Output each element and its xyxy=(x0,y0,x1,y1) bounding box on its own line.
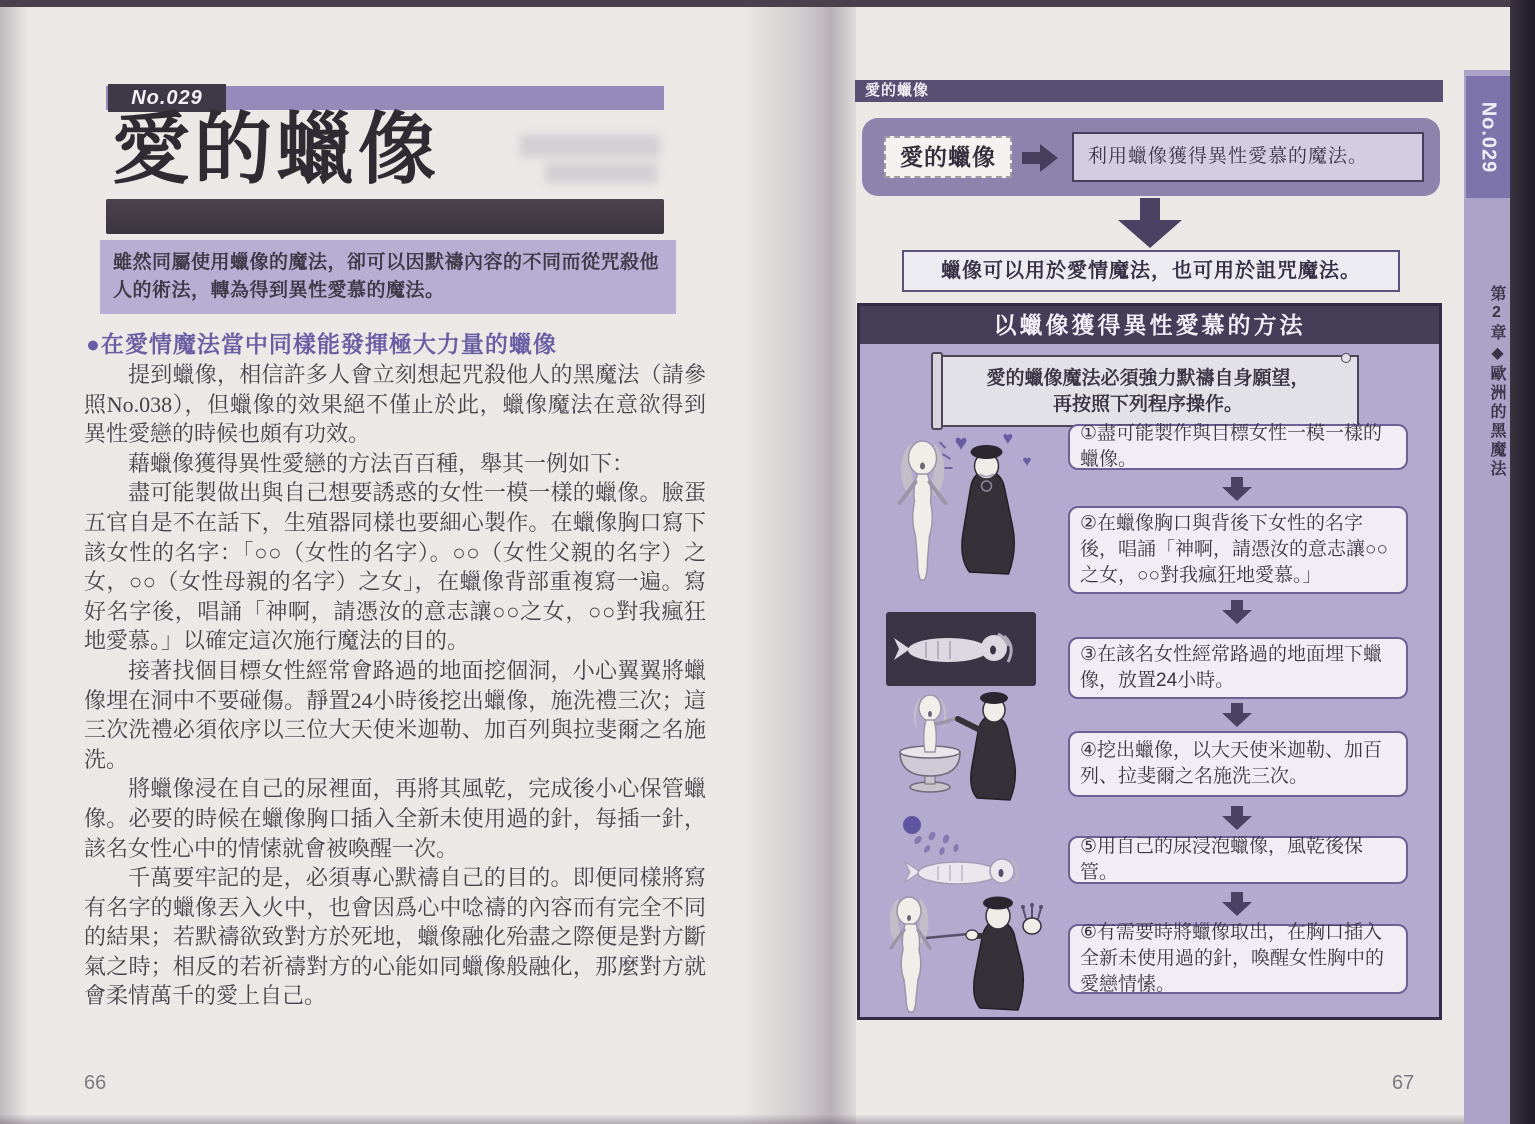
paragraph: 將蠟像浸在自己的尿裡面，再將其風乾，完成後小心保管蠟像。必要的時候在蠟像胸口插入全新未使用過的針，每插一針，該名女性心中的情愫就會被喚醒一次。 xyxy=(84,776,706,861)
down-arrow-icon xyxy=(1222,600,1252,624)
print-show-through xyxy=(520,135,660,157)
down-arrow-icon xyxy=(1222,477,1252,501)
paragraph: 接著找個目標女性經常會路過的地面挖個洞，小心翼翼將蠟像埋在洞中不要碰傷。靜置24小時後挖出蠟像，施洗禮三次；這三次洗禮必須依序以三位大天使米迦勒、加百列與拉斐爾之名施洗。 xyxy=(84,657,706,772)
section-heading: ●在愛情魔法當中同樣能發揮極大力量的蠟像 xyxy=(86,331,557,357)
page-left-shadow xyxy=(0,7,28,1124)
paragraph: 提到蠟像，相信許多人會立刻想起咒殺他人的黑魔法（請參照No.038），但蠟像的效果絕不僅止於此，蠟像魔法在意欲得到異性愛戀的時候也頗有功效。 xyxy=(84,362,706,447)
side-entry-number-tab xyxy=(1466,76,1510,198)
right-arrow-icon xyxy=(1022,144,1058,172)
down-arrow-icon xyxy=(1118,198,1182,248)
panel-title: 以蠟像獲得異性愛慕的方法 xyxy=(860,306,1439,344)
illustration-wax-figure-and-monk-in-love xyxy=(882,428,1047,588)
step-1: ①盡可能製作與目標女性一模一樣的蠟像。 xyxy=(1068,424,1408,470)
down-arrow-icon xyxy=(1222,892,1252,916)
down-arrow-icon xyxy=(1222,806,1252,830)
paragraph: 藉蠟像獲得異性愛戀的方法百百種，舉其一例如下： xyxy=(128,450,635,476)
definition-text: 利用蠟像獲得異性愛慕的魔法。 xyxy=(1072,132,1424,182)
book-edge xyxy=(1510,0,1535,1124)
page-title: 愛的蠟像 xyxy=(112,105,441,193)
method-panel xyxy=(857,303,1442,1020)
statement-box: 蠟像可以用於愛情魔法，也可用於詛咒魔法。 xyxy=(902,250,1400,292)
step-5: ⑤用自己的尿浸泡蠟像，風乾後保管。 xyxy=(1068,836,1408,884)
illustration-buried-wax-figure xyxy=(886,612,1036,686)
paragraph: 千萬要牢記的是，必須專心默禱自己的目的。即便同樣將寫有名字的蠟像丟入火中，也會因爲心中唸禱的內容而有完全不同的結果；若默禱欲致對方於死地，蠟像融化殆盡之際便是對方斷氣之時；相反的若祈禱對方的心能如同蠟像般融化，那麼對方就會柔情萬千的愛上自己。 xyxy=(84,865,706,1009)
intro-summary-box: 雖然同屬使用蠟像的魔法，卻可以因默禱內容的不同而從咒殺他人的術法，轉為得到異性愛慕的魔法。 xyxy=(100,240,676,314)
page-number-left: 66 xyxy=(84,1072,107,1094)
scroll-pin xyxy=(1341,353,1351,363)
page-bottom-shadow xyxy=(0,1114,1535,1124)
scroll-edge xyxy=(931,352,943,430)
step-6: ⑥有需要時將蠟像取出，在胸口插入全新未使用過的針，喚醒女性胸中的愛戀情愫。 xyxy=(1068,924,1408,994)
svg-text:♥: ♥ xyxy=(1002,428,1014,448)
book-gutter-shadow xyxy=(742,7,856,1124)
svg-text:♥: ♥ xyxy=(1022,453,1032,470)
svg-text:♥: ♥ xyxy=(954,430,968,455)
step-3: ③在該名女性經常路過的地面埋下蠟像，放置24小時。 xyxy=(1068,637,1408,699)
banner-line2: 再按照下列程序操作。 xyxy=(1052,394,1243,415)
illustration-baptism-in-font xyxy=(884,690,1044,805)
banner-line1: 愛的蠟像魔法必須強力默禱自身願望， xyxy=(986,368,1310,389)
running-header: 愛的蠟像 xyxy=(855,80,1443,102)
step-4: ④挖出蠟像，以大天使米迦勒、加百列、拉斐爾之名施洗三次。 xyxy=(1068,731,1408,797)
illustration-needle-insertion xyxy=(880,888,1055,1013)
entry-number-label: No.029 xyxy=(131,86,203,109)
print-show-through xyxy=(545,163,657,183)
term-label: 愛的蠟像 xyxy=(884,136,1012,178)
scan-top-edge xyxy=(0,0,1535,7)
side-entry-number-label: No.029 xyxy=(1477,101,1500,173)
title-underline-bar xyxy=(106,199,664,234)
down-arrow-icon xyxy=(1222,703,1252,727)
scroll-banner xyxy=(937,355,1359,427)
illustration-urine-sprinkled-wax-figure xyxy=(900,830,1035,894)
body-text xyxy=(84,360,706,1011)
paragraph: 盡可能製做出與自己想要誘惑的女性一模一樣的蠟像。臉蛋五官自是不在話下，生殖器同樣也要細心製作。在蠟像胸口寫下該女性的名字：「○○（女性的名字）。○○（女性父親的名字）之女，○○（女性母親的名字）之女」，在蠟像背部重複寫一遍。寫好名字後，唱誦「神啊，請憑汝的意志讓○○之女，○○對我瘋狂地愛慕。」以確定這次施行魔法的目的。 xyxy=(84,480,706,654)
page-number-right: 67 xyxy=(1392,1072,1415,1094)
chapter-label: 第2章◆歐洲的黑魔法 xyxy=(1488,285,1505,479)
step-2: ②在蠟像胸口與背後下女性的名字後，唱誦「神啊，請憑汝的意志讓○○之女，○○對我瘋狂地愛慕。」 xyxy=(1068,506,1408,594)
